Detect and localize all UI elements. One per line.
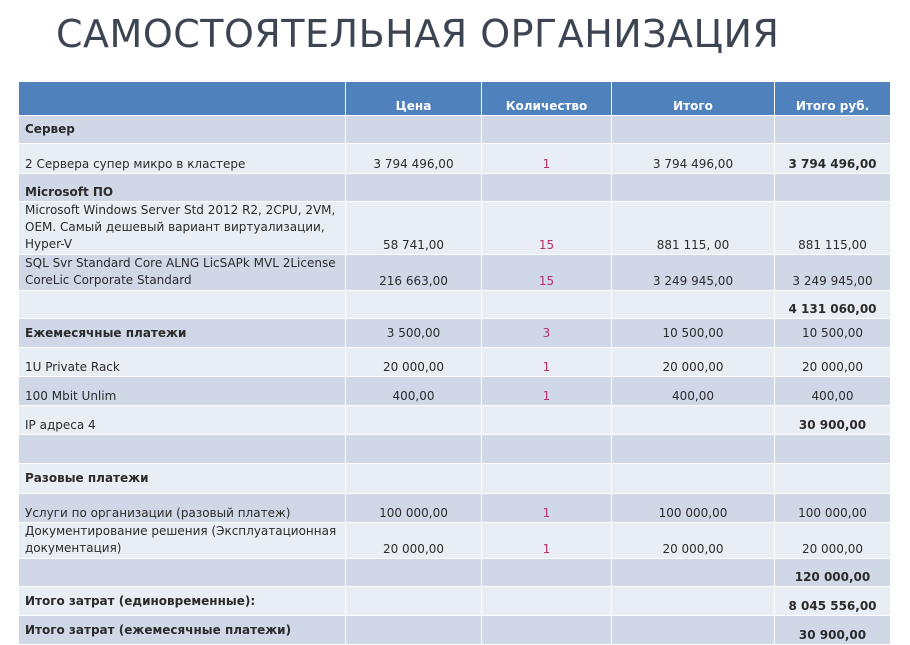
row-total-rub: 881 115,00 [775,202,891,255]
row-total-rub: 400,00 [775,377,891,406]
table-row [19,202,891,255]
row-name [19,291,346,319]
row-total [612,116,775,144]
table-row [19,523,891,559]
row-name: SQL Svr Standard Core ALNG LicSAPk MVL 2License CoreLic Corporate Standard [19,255,346,291]
row-total [612,559,775,587]
row-name: Итого затрат (единовременные): [19,587,346,616]
table-row [19,377,891,406]
row-total-rub [775,435,891,464]
row-name [19,559,346,587]
row-total-rub: 20 000,00 [775,348,891,377]
row-total: 10 500,00 [612,319,775,348]
row-qty: 3 [482,319,612,348]
row-qty [482,174,612,202]
row-price [346,464,482,494]
row-qty [482,116,612,144]
row-qty [482,559,612,587]
table-row [19,319,891,348]
row-price [346,116,482,144]
row-total-rub: 4 131 060,00 [775,291,891,319]
row-price: 400,00 [346,377,482,406]
row-name: Услуги по организации (разовый платеж) [19,494,346,523]
row-qty [482,616,612,645]
row-name: Microsoft Windows Server Std 2012 R2, 2CPU, 2VM, OEM. Самый дешевый вариант виртуализации, Hyper-V [19,202,346,255]
table-row [19,616,891,645]
table-row [19,348,891,377]
row-qty: 15 [482,255,612,291]
row-total [612,616,775,645]
row-name: Документирование решения (Эксплуатационная документация) [19,523,346,559]
row-qty: 1 [482,494,612,523]
row-total [612,464,775,494]
row-qty: 15 [482,202,612,255]
header-price: Цена [346,82,482,116]
row-name: Итого затрат (ежемесячные платежи) [19,616,346,645]
row-price: 20 000,00 [346,523,482,559]
row-price [346,406,482,435]
row-total [612,435,775,464]
row-total: 20 000,00 [612,348,775,377]
row-qty [482,435,612,464]
row-price [346,616,482,645]
row-total: 3 794 496,00 [612,144,775,174]
table-header-row [19,82,891,116]
row-price [346,435,482,464]
row-qty [482,464,612,494]
row-name: Ежемесячные платежи [19,319,346,348]
header-name [19,82,346,116]
row-total: 881 115, 00 [612,202,775,255]
row-total-rub: 100 000,00 [775,494,891,523]
row-total-rub: 8 045 556,00 [775,587,891,616]
row-total-rub: 10 500,00 [775,319,891,348]
row-total-rub: 3 249 945,00 [775,255,891,291]
row-total-rub: 30 900,00 [775,406,891,435]
row-price: 3 500,00 [346,319,482,348]
row-total-rub [775,116,891,144]
cost-table [18,81,891,645]
row-price [346,587,482,616]
row-total-rub: 30 900,00 [775,616,891,645]
table-row [19,435,891,464]
row-total: 400,00 [612,377,775,406]
row-price: 20 000,00 [346,348,482,377]
table-row [19,174,891,202]
row-total-rub: 120 000,00 [775,559,891,587]
row-qty: 1 [482,348,612,377]
row-total-rub: 20 000,00 [775,523,891,559]
table-row [19,494,891,523]
row-name: Microsoft ПО [19,174,346,202]
row-name [19,435,346,464]
row-qty [482,291,612,319]
row-name: 2 Сервера супер микро в кластере [19,144,346,174]
row-price [346,559,482,587]
row-price: 100 000,00 [346,494,482,523]
row-qty [482,406,612,435]
row-price [346,291,482,319]
row-price: 3 794 496,00 [346,144,482,174]
page-title: САМОСТОЯТЕЛЬНАЯ ОРГАНИЗАЦИЯ [56,12,780,56]
row-total: 100 000,00 [612,494,775,523]
header-total-rub: Итого руб. [775,82,891,116]
table-row [19,559,891,587]
row-total: 20 000,00 [612,523,775,559]
row-qty: 1 [482,144,612,174]
row-total [612,174,775,202]
row-price: 58 741,00 [346,202,482,255]
table-row [19,116,891,144]
row-total-rub [775,174,891,202]
header-total: Итого [612,82,775,116]
table-row [19,406,891,435]
row-total [612,291,775,319]
row-qty: 1 [482,377,612,406]
table-row [19,291,891,319]
row-name: IP адреса 4 [19,406,346,435]
row-qty: 1 [482,523,612,559]
row-name: 1U Private Rack [19,348,346,377]
table-row [19,144,891,174]
row-price [346,174,482,202]
row-name: Сервер [19,116,346,144]
row-total [612,406,775,435]
row-name: Разовые платежи [19,464,346,494]
row-qty [482,587,612,616]
table-row [19,587,891,616]
row-total: 3 249 945,00 [612,255,775,291]
header-quantity: Количество [482,82,612,116]
row-total-rub: 3 794 496,00 [775,144,891,174]
row-name: 100 Mbit Unlim [19,377,346,406]
table-row [19,464,891,494]
row-total [612,587,775,616]
row-price: 216 663,00 [346,255,482,291]
table-row [19,255,891,291]
row-total-rub [775,464,891,494]
